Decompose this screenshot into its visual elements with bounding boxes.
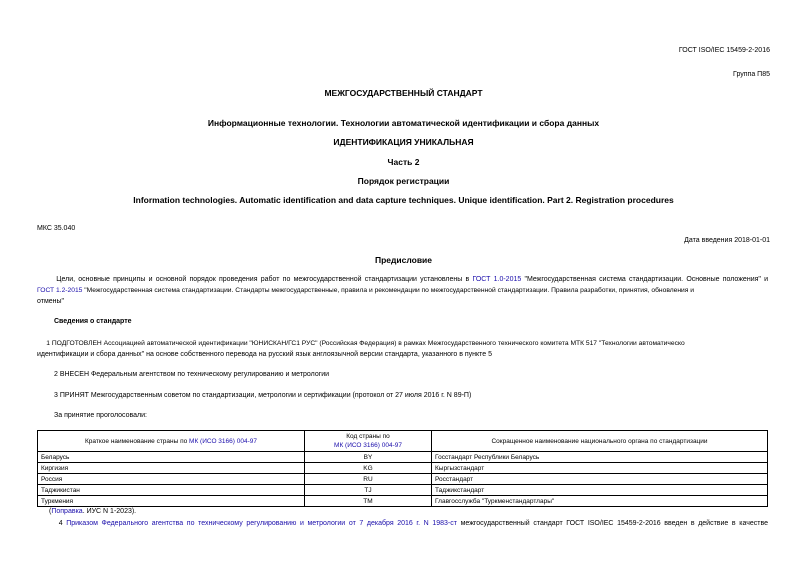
title-line-4: Порядок регистрации — [357, 176, 450, 186]
mks-code: МКС 35.040 — [37, 225, 76, 232]
text: 4 — [58, 520, 67, 527]
table-row — [38, 474, 768, 485]
table-cell-code: TJ — [305, 485, 432, 496]
title-line-1: Информационные технологии. Технологии автоматической идентификации и сбора данных — [207, 118, 600, 128]
gost-1-2-link[interactable]: ГОСТ 1.2-2015 — [37, 287, 83, 294]
order-link[interactable]: Приказом Федерального агентства по техническому регулированию и метрологии от 7 декабря 2016 г. N 1983-ст — [66, 520, 457, 527]
mk-iso-link[interactable]: МК (ИСО 3166) 004-97 — [189, 437, 257, 445]
text: . ИУС N 1-2023). — [82, 508, 137, 515]
intro-date: Дата введения 2018-01-01 — [684, 237, 770, 244]
title-line-3: Часть 2 — [387, 157, 420, 167]
preface-paragraph-line-1 — [37, 274, 768, 285]
countries-table — [37, 430, 768, 507]
text: Краткое наименование страны по — [85, 437, 190, 445]
text: "Межгосударственная система стандартизации. Основные положения" и — [521, 276, 769, 283]
mk-iso-link[interactable]: МК (ИСО 3166) 004-97 — [334, 442, 402, 449]
table-row — [38, 463, 768, 474]
text: Код страны по — [346, 433, 390, 440]
amendment-note — [49, 506, 136, 517]
gost-1-0-link[interactable]: ГОСТ 1.0-2015 — [472, 276, 522, 283]
column-header-country — [38, 431, 305, 452]
table-row — [38, 452, 768, 463]
text: "Межгосударственная система стандартизации. Стандарты межгосударственные, правила и рекомендации по межгосударственной стандартизации. Правила разработки, принятия, обновления и — [82, 287, 694, 294]
preface-paragraph-line-2 — [37, 285, 768, 296]
table-cell-organization: Госстандарт Республики Беларусь — [432, 452, 768, 463]
preface-paragraph-line-3: отмены" — [37, 298, 65, 305]
table-cell-code: RU — [305, 474, 432, 485]
voted-label: За принятие проголосовали: — [54, 412, 147, 419]
item-2: 2 ВНЕСЕН Федеральным агентством по техническому регулированию и метрологии — [54, 371, 330, 378]
item-4 — [37, 518, 768, 529]
table-cell-code: BY — [305, 452, 432, 463]
table-cell-country: Россия — [38, 474, 305, 485]
title-english: Information technologies. Automatic identification and data capture techniques. Unique identification. Part 2. Registration procedures — [133, 195, 674, 205]
item-3: 3 ПРИНЯТ Межгосударственным советом по стандартизации, метрологии и сертификации (протокол от 27 июля 2016 г. N 89-П) — [54, 392, 472, 399]
text: межгосударственный стандарт ГОСТ ISO/IEC 15459-2-2016 введен в действие в качестве — [456, 520, 769, 527]
table-cell-code: KG — [305, 463, 432, 474]
preface-heading: Предисловие — [374, 255, 433, 265]
standard-type: МЕЖГОСУДАРСТВЕННЫЙ СТАНДАРТ — [324, 88, 483, 98]
column-header-organization: Сокращенное наименование национального органа по стандартизации — [432, 431, 768, 452]
text: 1 ПОДГОТОВЛЕН Ассоциацией автоматической идентификации "ЮНИСКАН/ГС1 РУС" (Российская Федерация) в рамках Межгосударственного технического комитета МТК 517 "Технологии автоматическо — [46, 340, 685, 347]
text: Цели, основные принципы и основной порядок проведения работ по межгосударственной стандартизации установлены в — [56, 276, 473, 283]
table-cell-country: Туркмения — [38, 496, 305, 507]
table-cell-organization: Главгосслужба "Туркменстандартлары" — [432, 496, 768, 507]
table-cell-organization: Таджикстандарт — [432, 485, 768, 496]
doc-group: Группа П85 — [733, 71, 770, 78]
table-cell-country: Киргизия — [38, 463, 305, 474]
doc-code: ГОСТ ISO/IEC 15459-2-2016 — [678, 47, 770, 54]
item-1-line-1 — [37, 338, 768, 349]
item-1-line-2: идентификации и сбора данных" на основе собственного перевода на русский язык англоязычной версии стандарта, указанного в пункте 5 — [37, 351, 493, 358]
table-cell-organization: Кыргызстандарт — [432, 463, 768, 474]
title-line-2: ИДЕНТИФИКАЦИЯ УНИКАЛЬНАЯ — [333, 137, 474, 147]
table-cell-code: TM — [305, 496, 432, 507]
column-header-code — [305, 431, 432, 452]
standard-info-heading: Сведения о стандарте — [54, 318, 132, 325]
table-cell-country: Таджикистан — [38, 485, 305, 496]
text: ( — [49, 508, 52, 515]
amendment-link[interactable]: Поправка — [51, 508, 83, 515]
table-row — [38, 496, 768, 507]
table-cell-country: Беларусь — [38, 452, 305, 463]
table-cell-organization: Росстандарт — [432, 474, 768, 485]
table-row — [38, 485, 768, 496]
table-header-row — [38, 431, 768, 452]
